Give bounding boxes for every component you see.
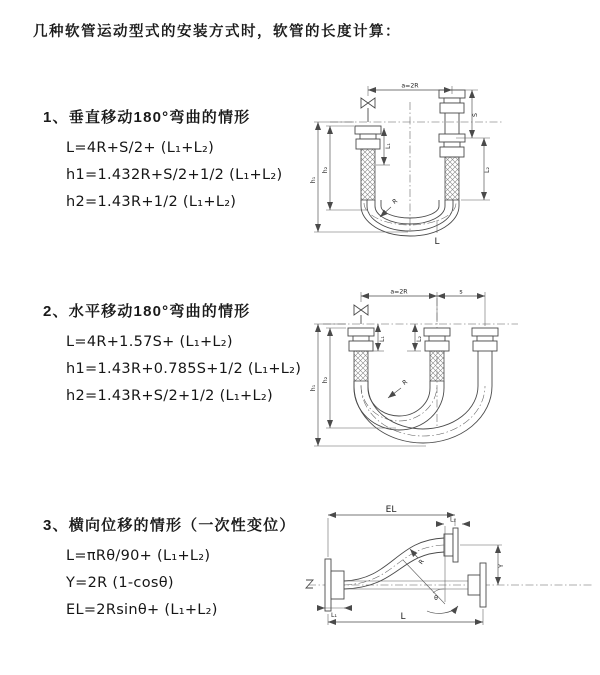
hose-assembly bbox=[306, 528, 592, 611]
dim-label-s: s bbox=[459, 288, 463, 296]
dim-label-h2: h₂ bbox=[322, 166, 329, 174]
formula-length: L=4R+1.57S+ (L₁+L₂) bbox=[66, 334, 233, 350]
formula-el: EL=2Rsinθ+ (L₁+L₂) bbox=[66, 602, 218, 618]
dim-label-radius: R bbox=[391, 197, 399, 206]
dim-label-length: L bbox=[400, 612, 406, 622]
section-3-heading: 3、横向位移的情形（一次性变位） bbox=[43, 517, 296, 534]
dim-label-y: Y bbox=[498, 564, 505, 568]
dim-label-angle: θ bbox=[434, 595, 438, 602]
formula-h1: h1=1.43R+0.785S+1/2 (L₁+L₂) bbox=[66, 361, 302, 377]
diagram-horizontal-180 bbox=[308, 288, 600, 463]
dimension-annotations bbox=[310, 289, 485, 447]
dim-label-l2: L₂ bbox=[484, 167, 491, 173]
dim-label-l1: L₁ bbox=[379, 336, 386, 342]
section-lateral-displacement bbox=[43, 514, 296, 624]
formula-h1: h1=1.432R+S/2+1/2 (L₁+L₂) bbox=[66, 167, 283, 183]
section-2-heading: 2、水平移动180°弯曲的情形 bbox=[43, 303, 251, 320]
formula-y: Y=2R (1-cosθ) bbox=[66, 575, 174, 591]
dim-label-s: S bbox=[472, 113, 479, 117]
diagram-vertical-180 bbox=[310, 82, 600, 252]
section-vertical-180 bbox=[43, 106, 282, 216]
formula-h2: h2=1.43R+S/2+1/2 (L₁+L₂) bbox=[66, 388, 273, 404]
dim-label-l1: L₁ bbox=[385, 143, 392, 149]
dim-label-a2r: a=2R bbox=[401, 82, 419, 90]
dim-label-el: EL bbox=[385, 505, 397, 515]
hose-assembly bbox=[323, 298, 518, 443]
dim-label-l1: L₁ bbox=[331, 612, 337, 619]
diagram-lateral-displacement bbox=[300, 502, 600, 657]
dim-label-length: L bbox=[434, 237, 440, 247]
section-horizontal-180 bbox=[43, 300, 301, 410]
dim-label-radius: R bbox=[417, 558, 426, 566]
page-title: 几种软管运动型式的安装方式时，软管的长度计算： bbox=[33, 24, 401, 40]
dim-label-a2r: a=2R bbox=[390, 288, 408, 296]
dim-label-l2: L₂ bbox=[416, 336, 423, 342]
dim-label-radius: R bbox=[401, 378, 409, 387]
centerline-break-mark bbox=[306, 580, 313, 588]
dim-label-h2: h₂ bbox=[322, 376, 329, 384]
formula-h2: h2=1.43R+1/2 (L₁+L₂) bbox=[66, 194, 237, 210]
dimension-annotations bbox=[317, 505, 505, 625]
formula-length: L=πRθ/90+ (L₁+L₂) bbox=[66, 548, 211, 564]
hose-assembly bbox=[330, 90, 502, 236]
formula-length: L=4R+S/2+ (L₁+L₂) bbox=[66, 140, 215, 156]
dim-label-h1: h₁ bbox=[310, 176, 317, 184]
dim-label-h1: h₁ bbox=[310, 384, 317, 392]
section-1-heading: 1、垂直移动180°弯曲的情形 bbox=[43, 109, 251, 126]
dim-label-l2: L₂ bbox=[450, 516, 456, 524]
